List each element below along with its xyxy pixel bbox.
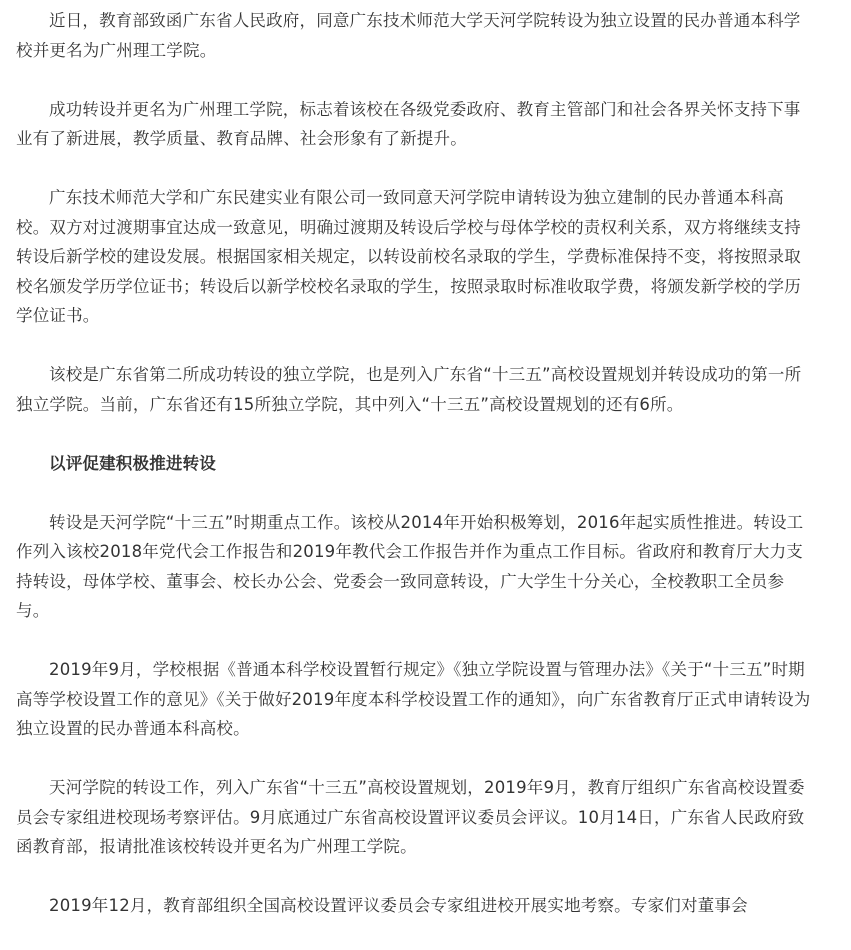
section-heading: 以评促建积极推进转设 [49,453,216,473]
paragraph-significance: 成功转设并更名为广州理工学院，标志着该校在各级党委政府、教育主管部门和社会各界关怀支持下事业有了新进展，教学质量、教育品牌、社会形象有了新提升。 [16,99,801,148]
paragraph-approval: 近日，教育部致函广东省人民政府，同意广东技术师范大学天河学院转设为独立设置的民办普通本科学校并更名为广州理工学院。 [16,11,801,60]
paragraph-inspection: 2019年12月，教育部组织全国高校设置评议委员会专家组进校开展实地考察。专家们对董事会 [49,896,748,915]
paragraph-evaluation: 天河学院的转设工作，列入广东省“十三五”高校设置规划，2019年9月，教育厅组织广东省高校设置委员会专家组进校现场考察评估。9月底通过广东省高校设置评议委员会评议。10月14日，广东省人民政府致函教育部，报请批准该校转设并更名为广州理工学院。 [16,778,805,856]
paragraph-key-work: 转设是天河学院“十三五”时期重点工作。该校从2014年开始积极筹划，2016年起实质性推进。转设工作列入该校2018年党代会工作报告和2019年教代会工作报告并作为重点工作目标。省政府和教育厅大力支持转设，母体学校、董事会、校长办公会、党委会一致同意转设，广大学生十分关心，全校教职工全员参与。 [16,512,804,620]
article-body [16,6,816,950]
paragraph-application: 2019年9月，学校根据《普通本科学校设置暂行规定》《独立学院设置与管理办法》《关于“十三五”时期高等学校设置工作的意见》《关于做好2019年度本科学校设置工作的通知》，向广东省教育厅正式申请转设为独立设置的民办普通本科高校。 [16,660,811,738]
paragraph-status: 该校是广东省第二所成功转设的独立学院，也是列入广东省“十三五”高校设置规划并转设成功的第一所独立学院。当前，广东省还有15所独立学院，其中列入“十三五”高校设置规划的还有6所。 [16,365,802,414]
paragraph-agreement: 广东技术师范大学和广东民建实业有限公司一致同意天河学院申请转设为独立建制的民办普通本科高校。双方对过渡期事宜达成一致意见，明确过渡期及转设后学校与母体学校的责权利关系，双方将继续支持转设后新学校的建设发展。根据国家相关规定，以转设前校名录取的学生，学费标准保持不变，将按照录取校名颁发学历学位证书；转设后以新学校校名录取的学生，按照录取时标准收取学费，将颁发新学校的学历学位证书。 [16,188,801,325]
